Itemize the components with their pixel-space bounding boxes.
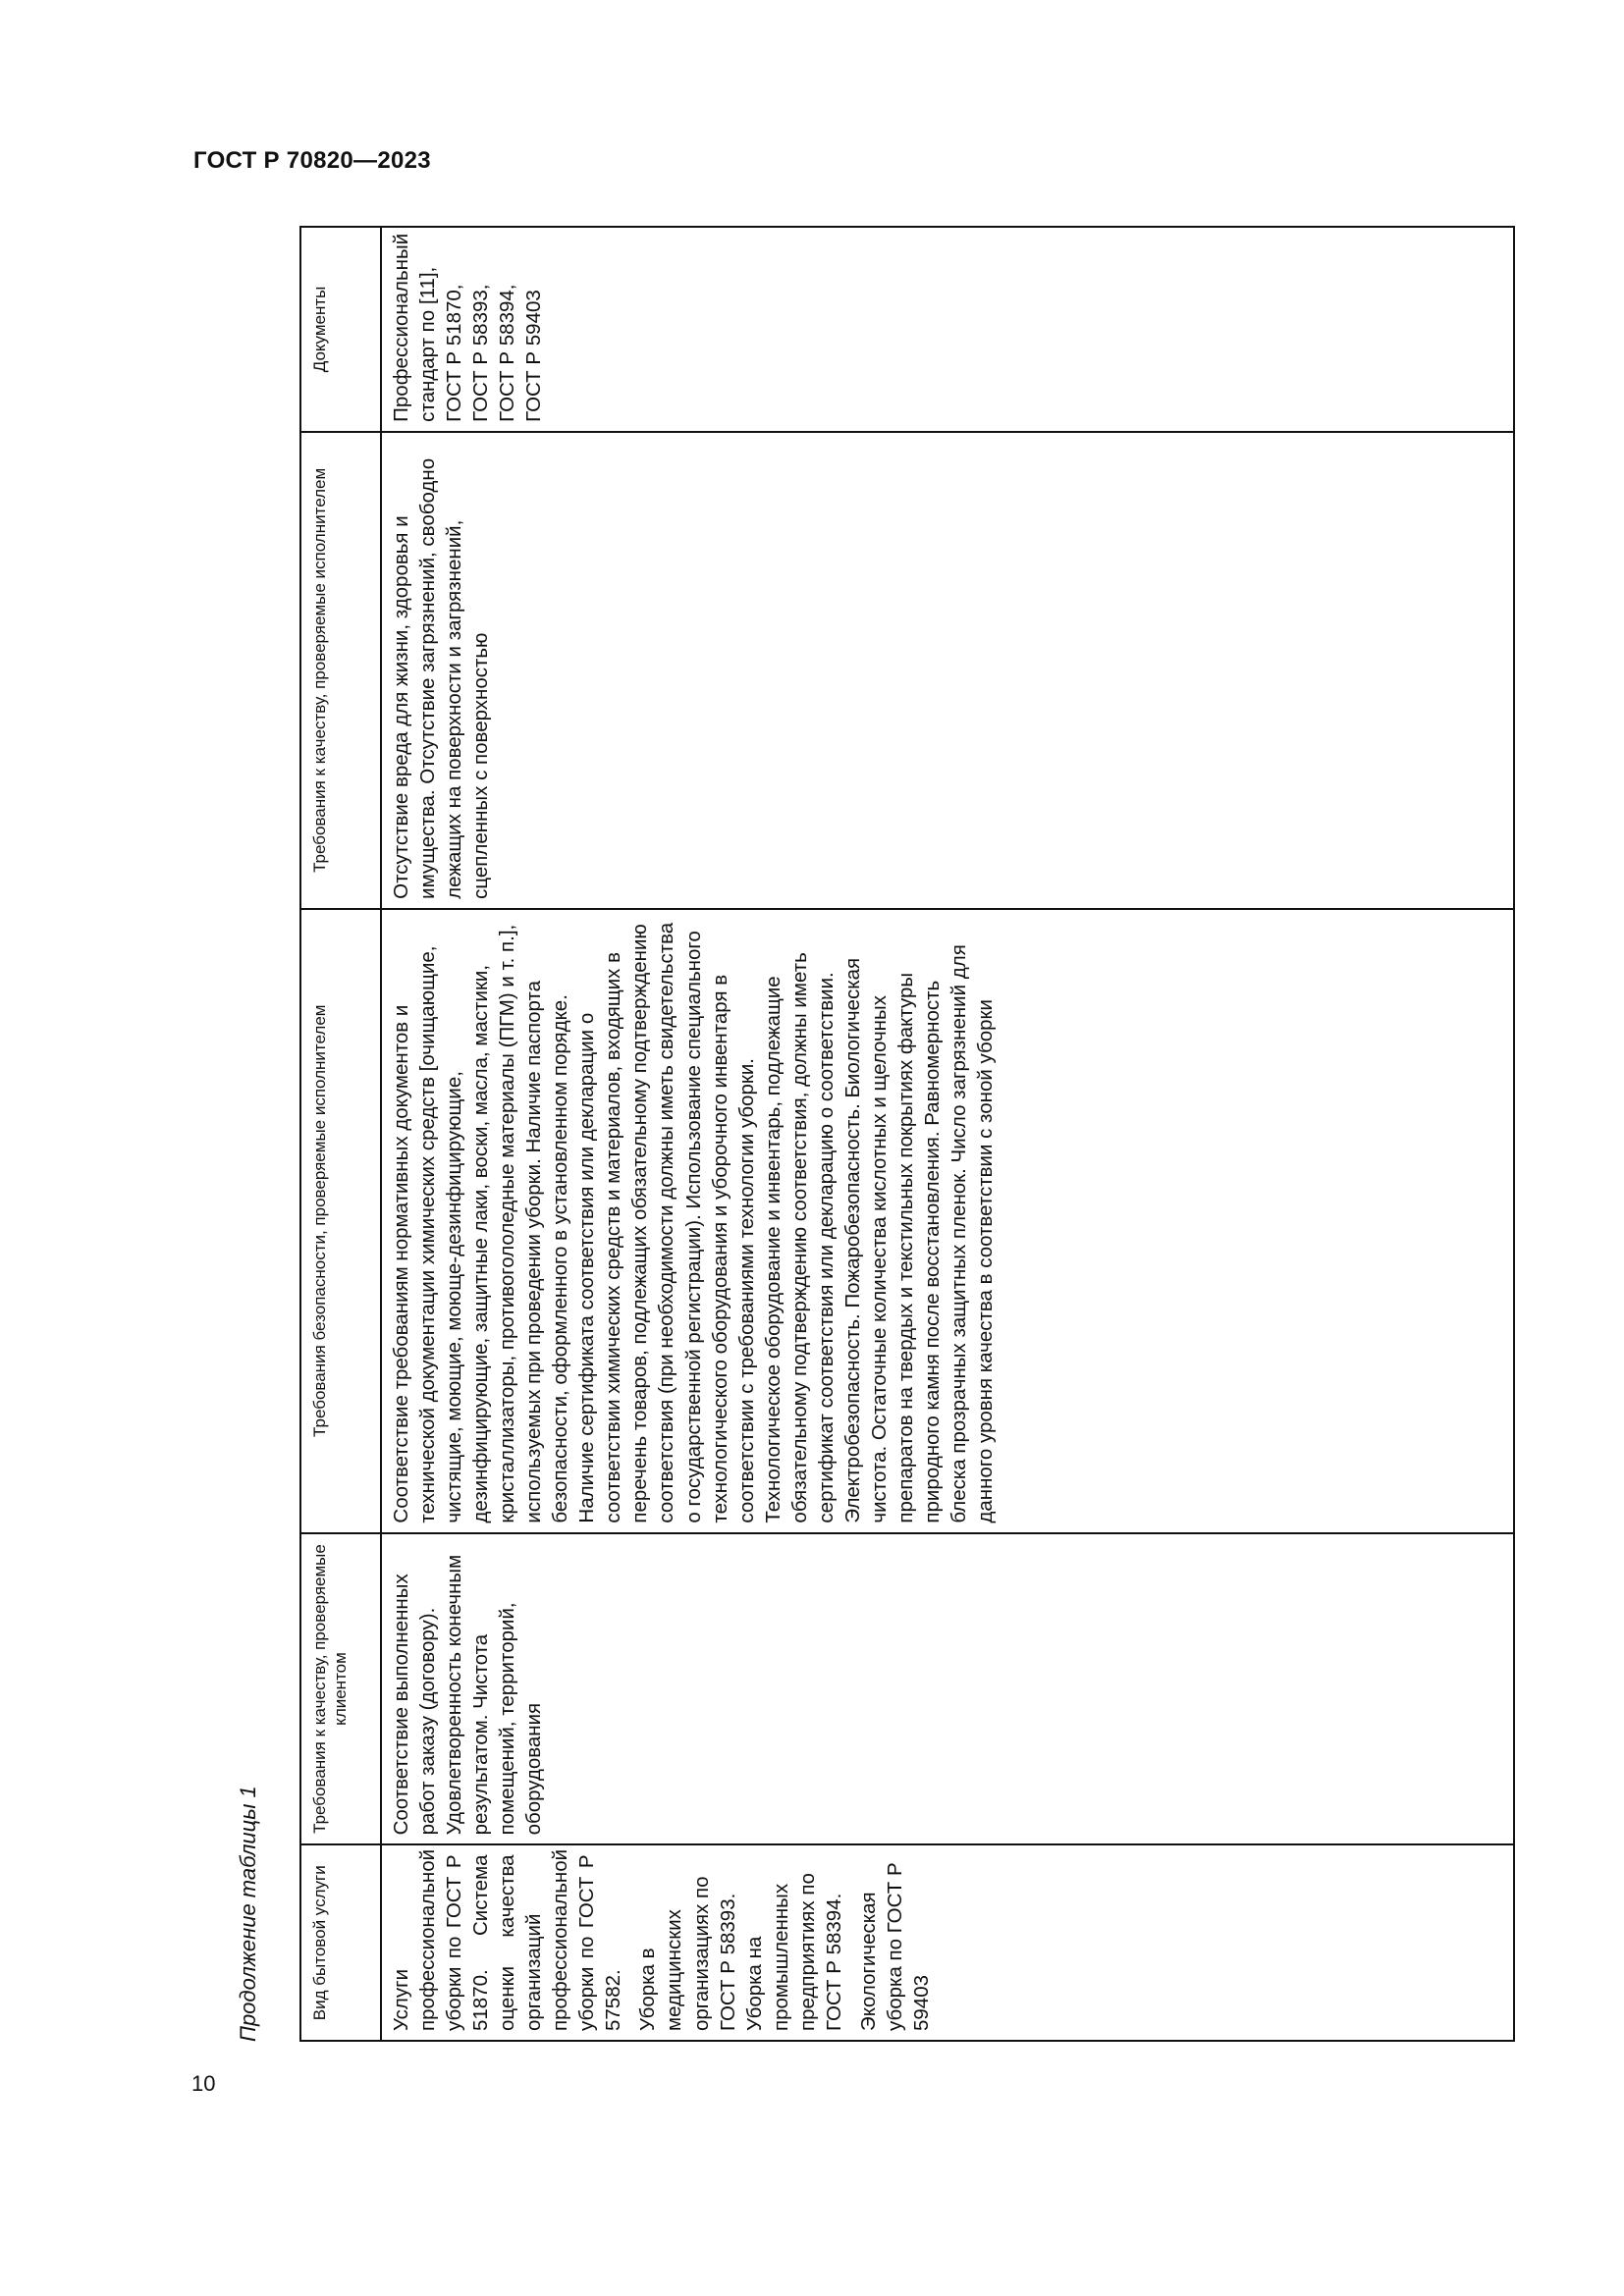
- column-header-executor-quality: Требования к качеству, проверяемые исполнителем: [300, 432, 381, 909]
- cell-service-type: [381, 1844, 1514, 2041]
- table-header-row: [300, 227, 381, 2041]
- cell-client-quality: Соответствие выполненных работ заказу (договору). Удовлетворенность конечным результатом. Чистота помещений, территорий, оборудования: [381, 1533, 1514, 1845]
- service-type-paragraph-3: Экологическая уборка по ГОСТ Р 59403: [856, 1862, 933, 2031]
- table-caption: Продолжение таблицы 1: [236, 1786, 260, 2042]
- page-header: ГОСТ Р 70820—2023: [193, 147, 431, 174]
- page-number: 10: [191, 2071, 216, 2096]
- cell-executor-quality: Отсутствие вреда для жизни, здоровья и имущества. Отсутствие загрязнений, свободно лежащих на поверхности и загрязнений, сцепленных с поверхностью: [381, 432, 1514, 909]
- column-header-client-quality: Требования к качеству, проверяемые клиентом: [300, 1533, 381, 1845]
- column-header-service-type: Вид бытовой услуги: [300, 1844, 381, 2041]
- column-header-documents: Документы: [300, 227, 381, 432]
- service-type-paragraph-2: Уборка в медицинских организациях по ГОСТ Р 58393. Уборка на промышленных предприятиях по ГОСТ Р 58394.: [636, 1873, 845, 2031]
- standards-table: [299, 226, 1515, 2042]
- service-type-paragraph-1: Услуги профессиональной уборки по ГОСТ Р 51870. Система оценки качества организаций профессиональной уборки по ГОСТ Р 57582.: [390, 1848, 625, 2031]
- cell-documents: Профессиональный стандарт по [11], ГОСТ Р 51870, ГОСТ Р 58393, ГОСТ Р 58394, ГОСТ Р 59403: [381, 227, 1514, 432]
- table-row: [381, 227, 1514, 2041]
- cell-safety: Соответствие требованиям нормативных документов и технической документации химических средств [очищающие, чистящие, моющие, моюще-дезинфицирующие, дезинфицирующие, защитные лаки, воски, масла, мастики, кристаллизаторы, противогололедные материалы (ПГМ) и т. п.], используемых при проведении уборки. Наличие паспорта безопасности, оформленного в установленном порядке. Наличие сертификата соответствия или декларации о соответствии химических средств и материалов, входящих в перечень товаров, подлежащих обязательному подтверждению соответствия (при необходимости должны иметь свидетельства о государственной регистрации). Использование специального технологического оборудования и уборочного инвентаря в соответствии с требованиями технологии уборки. Технологическое оборудование и инвентарь, подлежащие обязательному подтверждению соответствия, должны иметь сертификат соответствия или декларацию о соответствии. Электробезопасность. Пожаробезопасность. Биологическая чистота. Остаточные количества кислотных и щелочных препаратов на твердых и текстильных покрытиях фактуры природного камня после восстановления. Равномерность блеска прозрачных защитных пленок. Число загрязнений для данного уровня качества в соответствии с зоной уборки: [381, 909, 1514, 1533]
- column-header-safety: Требования безопасности, проверяемые исполнителем: [300, 909, 381, 1533]
- rotated-table-block: [236, 226, 1502, 2042]
